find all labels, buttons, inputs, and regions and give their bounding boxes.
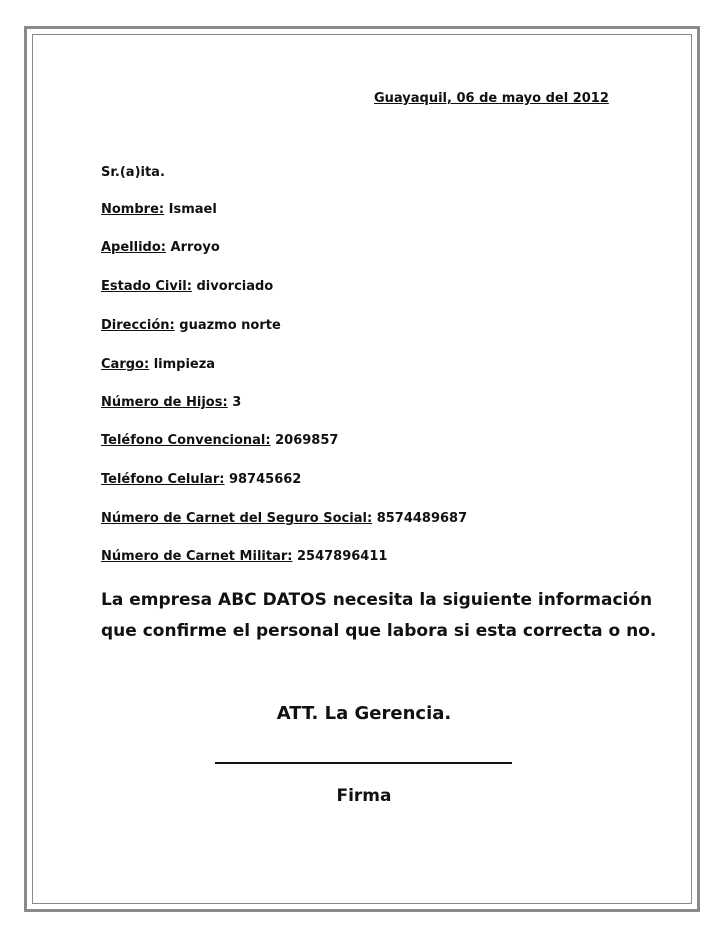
field-cargo	[101, 357, 215, 372]
field-telefono-convencional	[101, 433, 338, 448]
field-label: Estado Civil:	[101, 279, 192, 294]
field-value: 98745662	[228, 472, 302, 487]
field-carnet-militar	[101, 549, 387, 564]
field-direccion	[101, 318, 281, 333]
field-telefono-celular	[101, 472, 301, 487]
field-label: Dirección:	[101, 318, 175, 333]
field-estado-civil	[101, 279, 273, 294]
field-label: Número de Hijos:	[101, 395, 228, 410]
field-value: 2069857	[275, 433, 339, 448]
field-label: Teléfono Celular:	[101, 472, 225, 487]
field-value: Ismael	[168, 202, 217, 217]
field-label: Nombre:	[101, 202, 165, 217]
field-value: 3	[232, 395, 242, 410]
field-label: Teléfono Convencional:	[101, 433, 271, 448]
closing-att: ATT. La Gerencia.	[276, 703, 452, 724]
signature-line	[215, 762, 512, 764]
field-value: 2547896411	[296, 549, 388, 564]
field-value: 8574489687	[376, 511, 468, 526]
body-paragraph	[101, 585, 661, 647]
field-nombre	[101, 202, 217, 217]
field-numero-hijos	[101, 395, 241, 410]
field-value: divorciado	[196, 279, 274, 294]
paragraph-line: La empresa ABC DATOS necesita la siguiente información	[101, 590, 653, 610]
field-label: Número de Carnet del Seguro Social:	[101, 511, 373, 526]
field-label: Número de Carnet Militar:	[101, 549, 293, 564]
salutation: Sr.(a)ita.	[101, 165, 165, 180]
field-value: guazmo norte	[179, 318, 281, 333]
paragraph-line: que confirme el personal que labora si esta correcta o no.	[101, 621, 657, 641]
field-apellido	[101, 240, 220, 255]
field-value: limpieza	[153, 357, 216, 372]
field-label: Apellido:	[101, 240, 166, 255]
letter-date: Guayaquil, 06 de mayo del 2012	[374, 91, 609, 106]
signature-label: Firma	[336, 786, 392, 806]
field-label: Cargo:	[101, 357, 150, 372]
field-value: Arroyo	[170, 240, 220, 255]
field-carnet-seguro-social	[101, 511, 467, 526]
